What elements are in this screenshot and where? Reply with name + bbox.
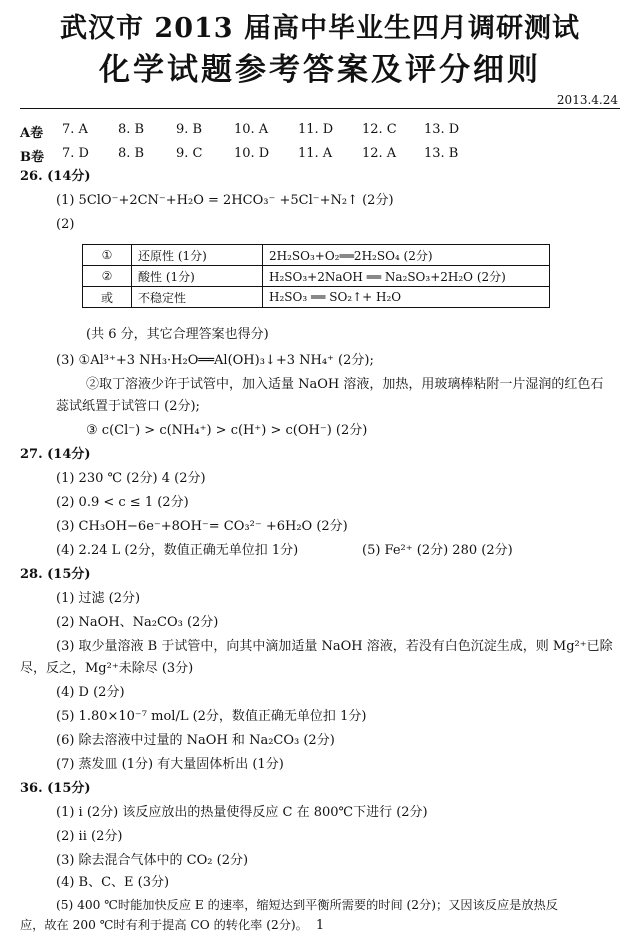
table-row: [83, 266, 550, 287]
q36-line4: (4) B、C、E (3分): [56, 875, 170, 890]
header-rule: [20, 108, 620, 109]
q26-part3-order: ③ c(Cl⁻) > c(NH₄⁺) > c(H⁺) > c(OH⁻) (2分): [86, 423, 368, 438]
table-cell: ①: [83, 245, 132, 266]
q28-line3-cont: 尽，反之，Mg²⁺未除尽 (3分): [20, 661, 194, 676]
table-row: [83, 287, 550, 308]
q28-line7: (7) 蒸发皿 (1分) 有大量固体析出 (1分): [56, 757, 284, 772]
q28-line1: (1) 过滤 (2分): [56, 591, 141, 606]
q27-line1: (1) 230 ℃ (2分) 4 (2分): [56, 471, 206, 486]
q27-line4: (4) 2.24 L (2分，数值正确无单位扣 1分): [56, 543, 299, 558]
answer-item: 9. C: [176, 146, 203, 161]
q26-heading: 26. (14分): [20, 169, 91, 184]
answer-item: 8. B: [118, 122, 145, 137]
q26-part3-method: ②取丁溶液少许于试管中，加入适量 NaOH 溶液，加热，用玻璃棒粘附一片湿润的红色石: [86, 377, 604, 392]
answer-item: 10. D: [234, 146, 270, 161]
q27-line2: (2) 0.9 < c ≤ 1 (2分): [56, 495, 189, 510]
q36-line1: (1) i (2分) 该反应放出的热量使得反应 C 在 800℃下进行 (2分): [56, 805, 428, 820]
q36-line3: (3) 除去混合气体中的 CO₂ (2分): [56, 853, 249, 868]
q36-line5: (5) 400 ℃时能加快反应 E 的速率，缩短达到平衡所需要的时间 (2分)；又因该反应是放热反: [56, 898, 558, 912]
table-cell: H₂SO₃+2NaOH ══ Na₂SO₃+2H₂O (2分): [263, 266, 550, 287]
table-cell: ②: [83, 266, 132, 287]
table-cell: 不稳定性: [132, 287, 263, 308]
document-date: 2013.4.24: [556, 93, 618, 107]
table-cell: 还原性 (1分): [132, 245, 263, 266]
q26-answer-table: [82, 244, 550, 308]
answer-item: 7. D: [62, 146, 89, 161]
exam-title: 武汉市 2013 届高中毕业生四月调研测试: [60, 13, 580, 44]
table-cell: 酸性 (1分): [132, 266, 263, 287]
q26-part1: (1) 5ClO⁻+2CN⁻+H₂O = 2HCO₃⁻ +5Cl⁻+N₂↑ (2分): [56, 193, 394, 208]
answer-item: 8. B: [118, 146, 145, 161]
answer-item: 13. D: [424, 122, 460, 137]
q28-heading: 28. (15分): [20, 567, 91, 582]
q26-part3-method-cont: 蕊试纸置于试管口 (2分);: [56, 399, 200, 414]
q27-line3: (3) CH₃OH−6e⁻+8OH⁻= CO₃²⁻ +6H₂O (2分): [56, 519, 348, 534]
q36-line2: (2) ii (2分): [56, 829, 123, 844]
q27-line5: (5) Fe²⁺ (2分) 280 (2分): [362, 543, 513, 558]
q26-part2-label: (2): [56, 217, 75, 232]
q28-line2: (2) NaOH、Na₂CO₃ (2分): [56, 615, 219, 630]
paper-label-a: A卷: [20, 126, 44, 141]
table-cell: H₂SO₃ ══ SO₂↑+ H₂O: [263, 287, 550, 308]
q26-note: (共 6 分，其它合理答案也得分): [86, 327, 269, 342]
answer-item: 12. A: [362, 146, 397, 161]
q26-part3-eq: (3) ①Al³⁺+3 NH₃·H₂O══Al(OH)₃↓+3 NH₄⁺ (2分);: [56, 353, 374, 368]
table-cell: 或: [83, 287, 132, 308]
page-number: 1: [315, 918, 325, 933]
q28-line3: (3) 取少量溶液 B 于试管中，向其中滴加适量 NaOH 溶液，若没有白色沉淀生成，则 Mg²⁺已除: [56, 639, 613, 654]
answer-item: 9. B: [176, 122, 203, 137]
q36-heading: 36. (15分): [20, 781, 91, 796]
answer-item: 10. A: [234, 122, 269, 137]
q28-line6: (6) 除去溶液中过量的 NaOH 和 Na₂CO₃ (2分): [56, 733, 335, 748]
q36-line5-cont: 应，故在 200 ℃时有利于提高 CO 的转化率 (2分)。: [20, 918, 308, 932]
q28-line4: (4) D (2分): [56, 685, 125, 700]
answer-item: 11. A: [298, 146, 333, 161]
answer-item: 13. B: [424, 146, 459, 161]
table-cell: 2H₂SO₃+O₂══2H₂SO₄ (2分): [263, 245, 550, 266]
document-title: 化学试题参考答案及评分细则: [99, 52, 541, 88]
answer-item: 12. C: [362, 122, 397, 137]
answer-item: 7. A: [62, 122, 88, 137]
q27-heading: 27. (14分): [20, 447, 91, 462]
paper-label-b: B卷: [20, 150, 44, 165]
q28-line5: (5) 1.80×10⁻⁷ mol/L (2分，数值正确无单位扣 1分): [56, 709, 367, 724]
table-row: [83, 245, 550, 266]
answer-item: 11. D: [298, 122, 334, 137]
